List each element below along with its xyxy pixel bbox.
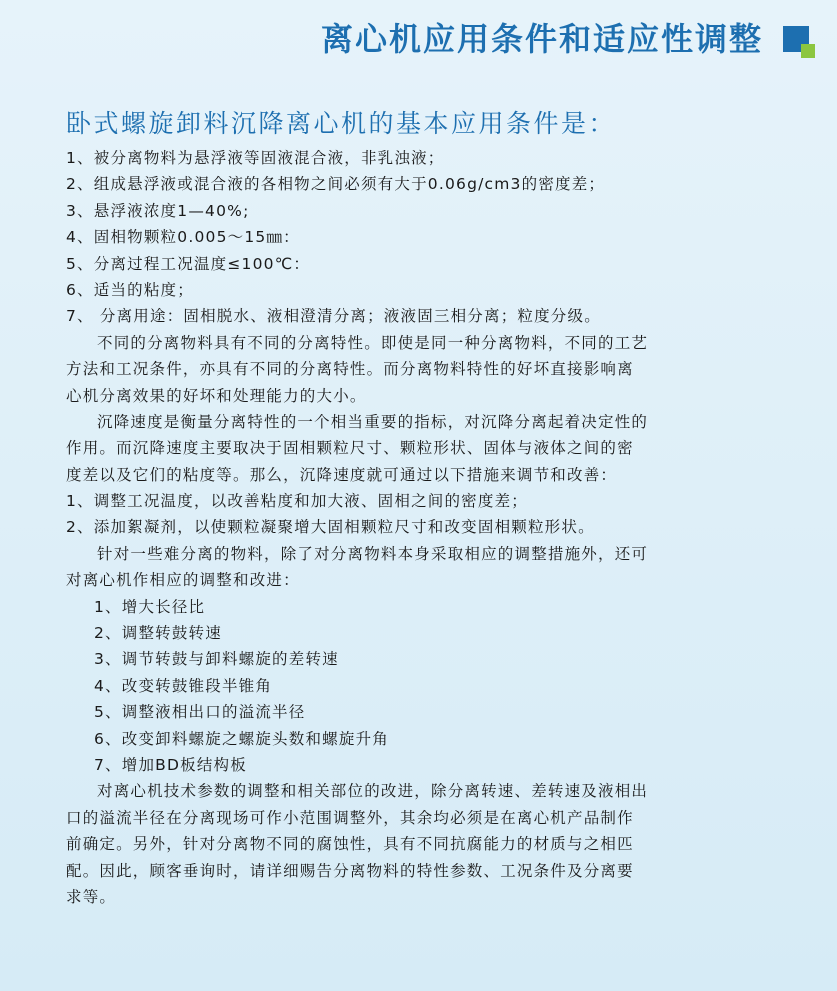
list-item: 6、改变卸料螺旋之螺旋头数和螺旋升角 bbox=[94, 729, 389, 748]
text-line: 1、被分离物料为悬浮液等固液混合液，非乳浊液； bbox=[66, 149, 445, 167]
logo-squares-icon bbox=[783, 26, 817, 60]
text-line: 4、固相物颗粒0.005～15㎜： bbox=[66, 228, 300, 247]
list-item: 2、调整转鼓转速 bbox=[94, 624, 222, 643]
list-item: 3、调节转鼓与卸料螺旋的差转速 bbox=[94, 650, 339, 669]
text-line: 方法和工况条件，亦具有不同的分离特性。而分离物料特性的好坏直接影响离 bbox=[66, 360, 634, 379]
page-title: 离心机应用条件和适应性调整 bbox=[320, 20, 763, 58]
list-item: 5、调整液相出口的溢流半径 bbox=[94, 703, 306, 722]
text-line: 配。因此，顾客垂询时，请详细赐告分离物料的特性参数、工况条件及分离要 bbox=[66, 861, 634, 880]
text-line: 度差以及它们的粘度等。那么，沉降速度就可通过以下措施来调节和改善： bbox=[66, 465, 618, 484]
text-line: 5、分离过程工况温度≤100℃： bbox=[66, 254, 311, 273]
text-line: 1、调整工况温度，以改善粘度和加大液、固相之间的密度差； bbox=[66, 492, 528, 511]
text-line: 对离心机作相应的调整和改进： bbox=[66, 571, 300, 590]
text-line: 2、组成悬浮液或混合液的各相物之间必须有大于0.06g/cm3的密度差； bbox=[66, 175, 606, 194]
text-line: 求等。 bbox=[66, 887, 117, 906]
list-item: 4、改变转鼓锥段半锥角 bbox=[94, 676, 273, 695]
text-line: 口的溢流半径在分离现场可作小范围调整外，其余均必须是在离心机产品制作 bbox=[66, 808, 634, 827]
list-item: 7、增加BD板结构板 bbox=[94, 755, 247, 774]
green-square-icon bbox=[801, 44, 815, 58]
text-line: 心机分离效果的好坏和处理能力的大小。 bbox=[66, 386, 367, 405]
text-line: 2、添加絮凝剂，以使颗粒凝聚增大固相颗粒尺寸和改变固相颗粒形状。 bbox=[66, 518, 595, 537]
text-line: 3、悬浮液浓度1—40%; bbox=[66, 201, 250, 220]
text-line: 7、 分离用途：固相脱水、液相澄清分离；液液固三相分离；粒度分级。 bbox=[66, 307, 601, 326]
list-item: 1、增大长径比 bbox=[94, 597, 206, 616]
text-line: 前确定。另外，针对分离物不同的腐蚀性，具有不同抗腐能力的材质与之相匹 bbox=[66, 835, 634, 854]
section-subtitle: 卧式螺旋卸料沉降离心机的基本应用条件是： bbox=[66, 109, 617, 138]
text-line: 不同的分离物料具有不同的分离特性。即使是同一种分离物料，不同的工艺 bbox=[97, 333, 649, 352]
body-text bbox=[66, 145, 778, 910]
text-line: 6、适当的粘度； bbox=[66, 280, 194, 299]
text-line: 作用。而沉降速度主要取决于固相颗粒尺寸、颗粒形状、固体与液体之间的密 bbox=[66, 439, 634, 458]
text-line: 针对一些难分离的物料，除了对分离物料本身采取相应的调整措施外，还可 bbox=[97, 544, 649, 563]
text-line: 沉降速度是衡量分离特性的一个相当重要的指标，对沉降分离起着决定性的 bbox=[97, 412, 649, 431]
text-line: 对离心机技术参数的调整和相关部位的改进，除分离转速、差转速及液相出 bbox=[97, 782, 649, 801]
